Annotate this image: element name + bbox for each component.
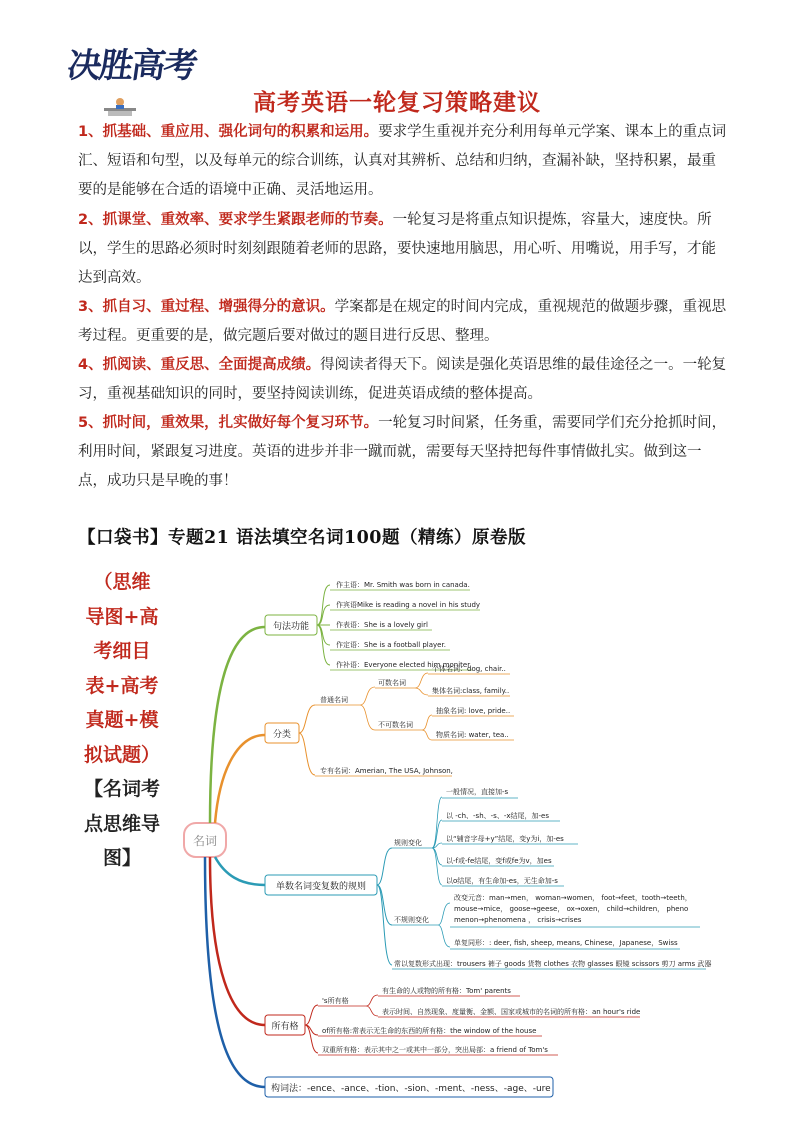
possessive-s: 's所有格: [322, 997, 349, 1005]
class-common: 普通名词: [320, 696, 348, 704]
side-caption-dark: 【名词考 点思维导 图】: [83, 778, 160, 869]
tip-5: 5、抓时间，重效果，扎实做好每个复习环节。一轮复习时间紧，任务重，需要同学们充分抢抓时间，利用时间，紧跟复习进度。英语的进步并非一蹴而就，需要每天坚持把每件事情做扎实。做到这一点，成功只是早晚的事！: [78, 415, 727, 489]
branch-link-plural: [215, 857, 265, 885]
branch-link-possessive: [210, 857, 265, 1025]
possessive-of: of所有格:常表示无生命的东西的所有格：the window of the house: [322, 1027, 537, 1035]
syntax-item: 作主语：Mr. Smith was born in canada.: [336, 581, 470, 589]
mindmap-root-label: 名词: [192, 834, 218, 848]
plural-rule: 以-f或-fe结尾，变f或fe为v，加es: [446, 857, 552, 865]
branch-class-label: 分类: [272, 730, 292, 740]
plural-rule: 以 -ch、-sh、-s、-x结尾，加-es: [446, 812, 549, 820]
plural-always: 常以复数形式出现：trousers 裤子 goods 货物 clothes 衣物 glasses 眼镜 scissors 剪刀 arms 武器: [394, 960, 712, 968]
syntax-item: 作表语：She is a lovely girl: [336, 621, 428, 629]
plural-irregular-item: 单复同形：: deer, fish, sheep, means, Chinese，Japanese，Swiss: [454, 939, 678, 947]
class-proper: 专有名词：Amerian, The USA, Johnson,: [320, 767, 453, 775]
page-title: 高考英语一轮复习策略建议: [253, 90, 541, 116]
tip-2: 2、抓课堂、重效率、要求学生紧跟老师的节奏。一轮复习是将重点知识提炼，容量大，速度快。所以，学生的思路必须时时刻刻跟随着老师的思路，要快速地用脑思，用心听、用嘴说，用手写，才能达到高效。: [78, 212, 716, 286]
class-item: 物质名词: water, tea..: [436, 731, 509, 739]
plural-irregular-item: mouse→mice， goose→geese， ox→oxen， child→children， pheno: [454, 905, 689, 913]
syntax-item: 作宾语Mike is reading a novel in his study: [336, 601, 481, 609]
tip-3: 3、抓自习、重过程、增强得分的意识。学案都是在规定的时间内完成，重视规范的做题步骤，重视思考过程。更重要的是，做完题后要对做过的题目进行反思、整理。: [78, 299, 727, 344]
plural-regular: 规则变化: [394, 839, 422, 847]
syntax-item: 作定语：She is a football player.: [336, 641, 446, 649]
class-uncountable: 不可数名词: [378, 721, 413, 729]
plural-irregular: 不规则变化: [394, 916, 429, 924]
plural-rule: 以“辅音字母+y”结尾，变y为i，加-es: [446, 835, 564, 843]
possessive-item: 有生命的人或物的所有格：Tom' parents: [382, 987, 511, 995]
logo-text: 决胜高考: [64, 46, 199, 86]
class-item: 集体名词:class, family..: [432, 687, 510, 695]
class-item: 抽象名词: love, pride..: [436, 707, 511, 715]
syntax-item: 作补语：Everyone elected him moniter: [336, 661, 471, 669]
tip-4: 4、抓阅读、重反思、全面提高成绩。得阅读者得天下。阅读是强化英语思维的最佳途径之一。一轮复习，重视基础知识的同时，要坚持阅读训练，促进英语成绩的整体提高。: [78, 357, 727, 402]
possessive-double: 双重所有格：表示其中之一或其中一部分，突出局部：a friend of Tom's: [322, 1046, 548, 1054]
plural-irregular-item: 改变元音：man→men， woman→women， foot→feet，tooth→teeth，: [454, 894, 692, 902]
branch-link-class: [215, 735, 265, 823]
branch-word-formation-label: 构词法：-ence、-ance、-tion、-sion、-ment、-ness、-age、-ure: [271, 1084, 551, 1094]
class-item: 个体名词：dog, chair..: [432, 665, 506, 673]
branch-syntax-label: 句法功能: [272, 622, 310, 632]
section-subtitle: 【口袋书】专题21 语法填空名词100题（精练）原卷版: [78, 528, 526, 548]
class-countable: 可数名词: [378, 679, 406, 687]
branch-link-wordform: [205, 857, 265, 1087]
branch-plural-label: 单数名词变复数的规则: [275, 882, 367, 892]
possessive-item: 表示时间、自然现象、度量衡、金额、国家或城市的名词的所有格：an hour's ride: [382, 1008, 641, 1016]
plural-irregular-item: menon→phenomena ， crisis→crises: [454, 916, 582, 924]
noun-mind-map: [170, 565, 730, 1105]
side-caption-red: （思维 导图+高 考细目 表+高考 真题+模 拟试题）: [83, 571, 160, 766]
plural-rule: 一般情况，直接加-s: [446, 788, 509, 796]
tip-1: 1、抓基础、重应用、强化词句的积累和运用。要求学生重视并充分利用每单元学案、课本上的重点词汇、短语和句型，以及每单元的综合训练，认真对其辨析、总结和归纳，查漏补缺，坚持积累，最重要的是能够在合适的语境中正确、灵活地运用。: [78, 124, 727, 198]
branch-possessive-label: 所有格: [271, 1022, 299, 1032]
plural-rule: 以o结尾，有生命加-es，无生命加-s: [446, 877, 558, 885]
